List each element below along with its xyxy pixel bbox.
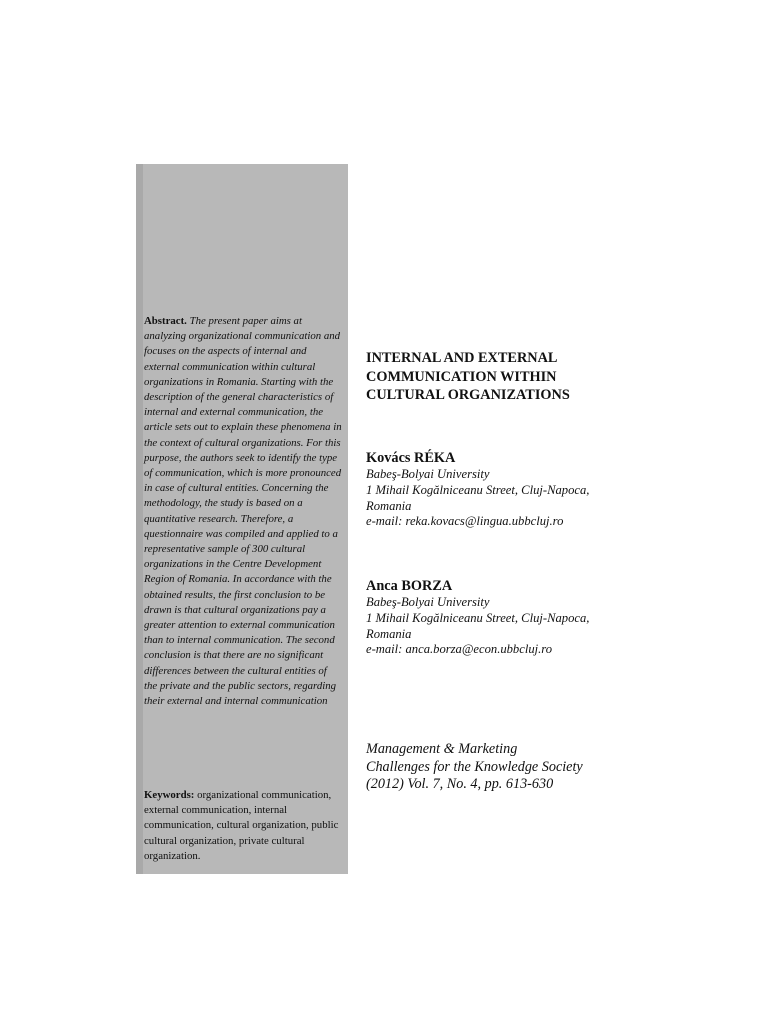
author-name: Kovács RÉKA	[366, 450, 456, 466]
keywords-text: organizational communication, external communication, internal communication, cultural organization, public cultural organization, private cultural organization.	[144, 789, 339, 862]
author-email: e-mail: anca.borza@econ.ubbcluj.ro	[366, 642, 552, 657]
abstract-label: Abstract.	[144, 315, 187, 327]
keywords-label: Keywords:	[144, 789, 195, 801]
title-line: CULTURAL ORGANIZATIONS	[366, 387, 570, 403]
author-country: Romania	[366, 498, 412, 513]
panel-edge-stripe	[136, 164, 143, 874]
author-address: 1 Mihail Kogălniceanu Street, Cluj-Napoca,	[366, 610, 590, 625]
author-email: e-mail: reka.kovacs@lingua.ubbcluj.ro	[366, 514, 564, 529]
abstract-text: The present paper aims at analyzing organizational communication and focuses on the aspects of internal and external communication within cultural organizations in Romania. Starting with the description of the general characteristics of internal and external communication, the article sets out to explain these phenomena in the context of cultural organizations. For this purpose, the authors seek to identify the type of communication, which is more pronounced in case of cultural entities. Concerning the methodology, the study is based on a quantitative research. Therefore, a questionnaire was compiled and applied to a representative sample of 300 cultural organizations in the Centre Development Region of Romania. In accordance with the obtained results, the first conclusion to be drawn is that cultural organizations pay a greater attention to external communication than to internal communication. The second conclusion is that there are no significant differences between the cultural entities of the private and the public sectors, regarding their external and internal communication	[144, 315, 342, 708]
keywords-block	[144, 788, 342, 864]
journal-details: (2012) Vol. 7, No. 4, pp. 613-630	[366, 776, 554, 792]
author-name: Anca BORZA	[366, 578, 453, 594]
author-block-2	[366, 578, 666, 658]
author-block-1	[366, 450, 666, 530]
title-line: COMMUNICATION WITHIN	[366, 368, 557, 385]
paper-title	[366, 349, 686, 405]
journal-citation	[366, 741, 666, 794]
journal-subtitle: Challenges for the Knowledge Society	[366, 758, 583, 775]
author-affiliation: Babeş-Bolyai University	[366, 595, 490, 609]
author-affiliation: Babeş-Bolyai University	[366, 467, 490, 481]
author-address: 1 Mihail Kogălniceanu Street, Cluj-Napoca,	[366, 482, 590, 497]
journal-name: Management & Marketing	[366, 741, 518, 757]
title-line: INTERNAL AND EXTERNAL	[366, 350, 558, 366]
author-country: Romania	[366, 626, 412, 641]
abstract-block	[144, 314, 342, 709]
